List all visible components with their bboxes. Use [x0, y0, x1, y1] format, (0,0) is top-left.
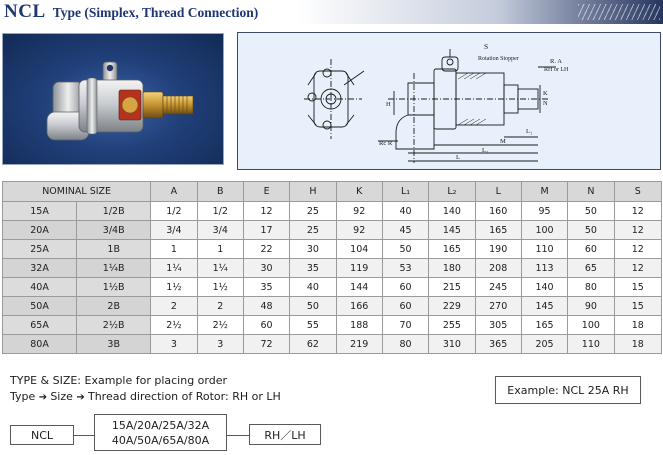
cell-l1: 60 [382, 297, 428, 316]
order-example-box: Example: NCL 25A RH [495, 376, 641, 404]
cell-size: 65A [3, 316, 77, 335]
cell-n: 50 [568, 221, 614, 240]
cell-h: 30 [290, 240, 336, 259]
cell-l: 160 [475, 202, 521, 221]
label-ra: R. A [550, 58, 562, 65]
col-header-nominal-size: NOMINAL SIZE [3, 182, 151, 202]
cell-k: 104 [336, 240, 382, 259]
cell-b: 3/4 [197, 221, 243, 240]
cell-m: 95 [521, 202, 567, 221]
label-rcr: Rc R [379, 140, 393, 147]
cell-m: 100 [521, 221, 567, 240]
cell-a: 1¼ [151, 259, 197, 278]
col-header-s: S [614, 182, 661, 202]
cell-b: 1½ [197, 278, 243, 297]
cell-l: 305 [475, 316, 521, 335]
cell-a: 2 [151, 297, 197, 316]
order-flow [10, 390, 281, 403]
cell-k: 119 [336, 259, 382, 278]
order-example-title: TYPE & SIZE: Example for placing order [10, 374, 228, 387]
cell-thread: 2½B [77, 316, 151, 335]
label-m: M [500, 138, 506, 145]
cell-e: 35 [243, 278, 289, 297]
cell-e: 60 [243, 316, 289, 335]
cell-size: 80A [3, 335, 77, 354]
cell-thread: 1/2B [77, 202, 151, 221]
flow-direction: Thread direction of Rotor: RH or LH [87, 390, 281, 403]
cell-s: 12 [614, 240, 661, 259]
cell-l1: 80 [382, 335, 428, 354]
cell-s: 18 [614, 335, 661, 354]
dimension-drawing [237, 32, 661, 170]
cell-b: 1 [197, 240, 243, 259]
cell-a: 1½ [151, 278, 197, 297]
cell-size: 40A [3, 278, 77, 297]
cell-thread: 3/4B [77, 221, 151, 240]
cell-size: 32A [3, 259, 77, 278]
cell-l2: 140 [429, 202, 475, 221]
col-header-k: K [336, 182, 382, 202]
cell-h: 35 [290, 259, 336, 278]
table-row [3, 240, 662, 259]
col-header-m: M [521, 182, 567, 202]
label-l: L [456, 154, 460, 161]
cell-h: 25 [290, 221, 336, 240]
cell-n: 110 [568, 335, 614, 354]
cell-l: 365 [475, 335, 521, 354]
cell-thread: 2B [77, 297, 151, 316]
size-options-line2: 40A/50A/65A/80A [111, 433, 210, 447]
col-header-l: L [475, 182, 521, 202]
cell-n: 100 [568, 316, 614, 335]
page-title [4, 1, 258, 23]
cell-a: 3 [151, 335, 197, 354]
col-header-e: E [243, 182, 289, 202]
dimension-table [2, 181, 662, 354]
col-header-h: H [290, 182, 336, 202]
cell-b: 3 [197, 335, 243, 354]
cell-l: 165 [475, 221, 521, 240]
cell-s: 18 [614, 316, 661, 335]
cell-h: 50 [290, 297, 336, 316]
cell-k: 166 [336, 297, 382, 316]
label-l2: L₂ [482, 147, 489, 154]
cell-a: 1 [151, 240, 197, 259]
table-row [3, 259, 662, 278]
table-row [3, 278, 662, 297]
header-decoration [578, 4, 660, 20]
rotary-joint-illustration [3, 34, 224, 165]
table-row [3, 202, 662, 221]
cell-h: 62 [290, 335, 336, 354]
cell-m: 140 [521, 278, 567, 297]
cell-l: 208 [475, 259, 521, 278]
cell-n: 65 [568, 259, 614, 278]
table-body [3, 202, 662, 354]
connector-line [227, 435, 249, 436]
cell-l1: 50 [382, 240, 428, 259]
size-options-box [94, 414, 227, 451]
cell-h: 25 [290, 202, 336, 221]
cell-m: 110 [521, 240, 567, 259]
flow-type: Type [10, 390, 36, 403]
cell-l: 245 [475, 278, 521, 297]
arrow-right-icon: ➔ [38, 392, 51, 403]
table-row [3, 221, 662, 240]
model-name: NCL [4, 1, 46, 22]
label-k: K [543, 90, 548, 97]
cell-s: 12 [614, 259, 661, 278]
cell-thread: 1¼B [77, 259, 151, 278]
col-header-a: A [151, 182, 197, 202]
cell-n: 80 [568, 278, 614, 297]
cell-n: 90 [568, 297, 614, 316]
cell-k: 188 [336, 316, 382, 335]
cell-s: 12 [614, 202, 661, 221]
flow-size: Size [50, 390, 73, 403]
table-row [3, 297, 662, 316]
cell-l2: 180 [429, 259, 475, 278]
cell-size: 15A [3, 202, 77, 221]
cell-k: 144 [336, 278, 382, 297]
cell-l2: 165 [429, 240, 475, 259]
cell-m: 145 [521, 297, 567, 316]
label-s: S [484, 42, 489, 51]
cell-l2: 229 [429, 297, 475, 316]
cell-thread: 1B [77, 240, 151, 259]
cell-s: 12 [614, 221, 661, 240]
label-h: H [386, 101, 391, 108]
model-subtitle: Type (Simplex, Thread Connection) [52, 5, 259, 20]
cell-size: 25A [3, 240, 77, 259]
cell-h: 40 [290, 278, 336, 297]
table-header-row [3, 182, 662, 202]
cell-l2: 310 [429, 335, 475, 354]
col-header-l2: L₂ [429, 182, 475, 202]
page-header [0, 0, 663, 24]
direction-code-box: RH／LH [249, 424, 321, 445]
cell-l1: 53 [382, 259, 428, 278]
cell-e: 17 [243, 221, 289, 240]
cell-a: 3/4 [151, 221, 197, 240]
cell-b: 1/2 [197, 202, 243, 221]
product-photo [2, 33, 224, 165]
cell-b: 1¼ [197, 259, 243, 278]
cell-m: 205 [521, 335, 567, 354]
cell-a: 1/2 [151, 202, 197, 221]
cell-l2: 145 [429, 221, 475, 240]
size-options-line1: 15A/20A/25A/32A [111, 418, 210, 432]
cell-m: 165 [521, 316, 567, 335]
table-row [3, 335, 662, 354]
label-l1: L₁ [526, 128, 533, 135]
cell-e: 72 [243, 335, 289, 354]
cell-n: 60 [568, 240, 614, 259]
cell-l: 270 [475, 297, 521, 316]
col-header-l1: L₁ [382, 182, 428, 202]
cell-n: 50 [568, 202, 614, 221]
cell-m: 113 [521, 259, 567, 278]
col-header-n: N [568, 182, 614, 202]
cell-b: 2½ [197, 316, 243, 335]
table-row [3, 316, 662, 335]
cell-size: 50A [3, 297, 77, 316]
col-header-b: B [197, 182, 243, 202]
cell-e: 22 [243, 240, 289, 259]
cell-k: 92 [336, 221, 382, 240]
label-rh-lh: RH or LH [544, 67, 569, 73]
cell-b: 2 [197, 297, 243, 316]
cell-thread: 3B [77, 335, 151, 354]
type-code-box: NCL [10, 425, 74, 445]
cell-e: 12 [243, 202, 289, 221]
arrow-right-icon: ➔ [76, 392, 88, 403]
cell-l2: 215 [429, 278, 475, 297]
cell-k: 219 [336, 335, 382, 354]
cell-e: 30 [243, 259, 289, 278]
label-rotation-stopper: Rotation Stopper [478, 56, 519, 62]
dimension-drawing-svg [238, 33, 661, 170]
cell-h: 55 [290, 316, 336, 335]
label-n: N [543, 100, 548, 107]
cell-a: 2½ [151, 316, 197, 335]
cell-s: 15 [614, 297, 661, 316]
cell-l1: 45 [382, 221, 428, 240]
cell-l1: 40 [382, 202, 428, 221]
cell-s: 15 [614, 278, 661, 297]
connector-line [74, 435, 94, 436]
cell-thread: 1½B [77, 278, 151, 297]
cell-e: 48 [243, 297, 289, 316]
cell-l2: 255 [429, 316, 475, 335]
cell-size: 20A [3, 221, 77, 240]
cell-k: 92 [336, 202, 382, 221]
cell-l: 190 [475, 240, 521, 259]
cell-l1: 70 [382, 316, 428, 335]
cell-l1: 60 [382, 278, 428, 297]
